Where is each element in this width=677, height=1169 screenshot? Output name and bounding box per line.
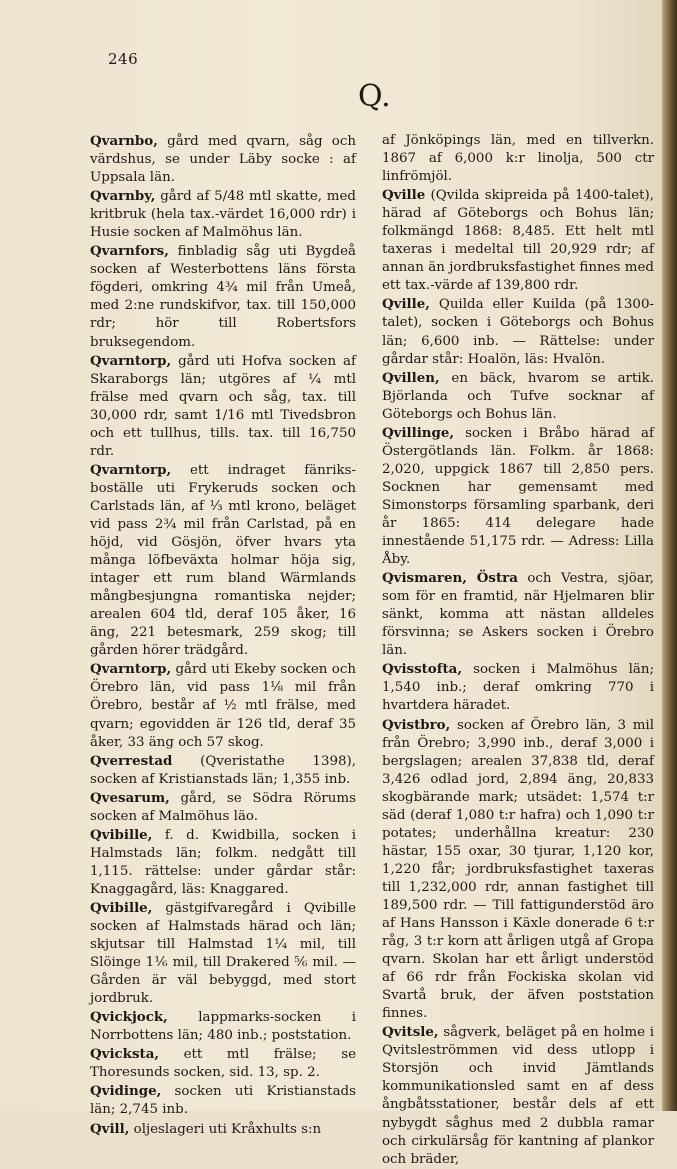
entry-text: socken uti Kristianstads län; 2,745 inb.	[90, 1084, 356, 1118]
entry-text: gård med qvarn, såg och värdshus, se under Läby socke : af Uppsala län.	[90, 134, 356, 186]
dictionary-entry	[90, 242, 356, 351]
page-number: 246	[108, 50, 139, 68]
entry-headword: Qvismaren, Östra	[382, 570, 518, 587]
entry-text: gård, se Södra Rörums socken af Malmöhus läo.	[90, 790, 356, 824]
entry-headword: Qvesarum,	[90, 789, 170, 806]
entry-headword: Qvisstofta,	[382, 661, 463, 678]
entry-text: oljeslageri uti Kråxhults s:n	[129, 1121, 322, 1137]
entry-headword: Qvarnfors,	[90, 243, 169, 260]
dictionary-entry	[90, 461, 356, 661]
entry-headword: Qvistbro,	[382, 716, 451, 733]
dictionary-entry	[90, 789, 356, 826]
dictionary-entry	[90, 660, 356, 751]
entry-headword: Qville,	[382, 296, 430, 313]
dictionary-entry	[382, 369, 654, 424]
entry-headword: Qvicksta,	[90, 1046, 160, 1063]
page-edge	[662, 0, 677, 1111]
dictionary-entry	[90, 352, 356, 461]
left-column	[90, 132, 356, 1139]
entry-headword: Qvickjock,	[90, 1009, 168, 1026]
entry-headword: Qvarnby,	[90, 188, 156, 205]
entry-headword: Qvillinge,	[382, 424, 455, 441]
entry-headword: Qvarnbo,	[90, 133, 158, 149]
entry-text: (Qveristathe 1398), socken af Kristianstads län; 1,355 inb.	[90, 753, 356, 787]
entry-text: gård uti Ekeby socken och Örebro län, vid pass 1⅛ mil från Örebro, består af ½ mtl frälse, med qvarn; egovidden är 126 tld, deraf 35 åker, 33 äng och 57 skog.	[90, 662, 356, 750]
dictionary-entry	[382, 186, 654, 295]
entry-text: en bäck, hvarom se artik. Björlanda och Tufve socknar af Göteborgs och Bohus län.	[382, 370, 654, 422]
dictionary-entry	[382, 295, 654, 368]
right-column	[382, 132, 654, 1169]
entry-text: och Vestra, sjöar, som för en framtid, när Hjelmaren blir sänkt, komma att nästan alldeles försvinna; se Askers socken i Örebro län.	[382, 571, 655, 659]
entry-headword: Qvibille,	[90, 899, 153, 916]
entry-text: sågverk, beläget på en holme i Qvitsleströmmen vid dess utlopp i Storsjön och invid Jämtlands kommunikationsled samt en af dess ångbåtsstationer, består dels af ett nybygdt såghus med 2 dubbla ramar och cirkulärsåg för kantning af plankor och bräder,	[382, 1025, 654, 1167]
entry-text: (Qvilda skipreida på 1400-talet), härad af Göteborgs och Bohus län; folkmängd 1868: 8,485. Ett helt mtl taxeras i medeltal till 20,929 rdr; af annan än jordbruksfastighet finnes med ett tax.-värde af 139,800 rdr.	[382, 188, 654, 294]
dictionary-entry	[90, 132, 356, 187]
entry-headword: Qvidinge,	[90, 1083, 162, 1100]
dictionary-entry	[90, 1045, 356, 1082]
dictionary-entry	[90, 899, 356, 1008]
entry-headword: Qvill,	[90, 1120, 130, 1137]
entry-text: ett indraget fänriks-boställe uti Frykeruds socken och Carlstads län, af ⅓ mtl krono, beläget vid pass 2¾ mil från Carlstad, på en höjd, vid Gösjön, öfver hvars yta många löfbeväxta holmar höja sig, intager ett rum bland Wärmlands mångbesjungna romantiska nejder; arealen 604 tld, deraf 105 åker, 16 äng, 221 betesmark, 259 skog; till gården hörer trädgård.	[90, 462, 356, 659]
dictionary-entry	[90, 187, 356, 242]
entry-text: socken i Malmöhus län; 1,540 inb.; deraf omkring 770 i hvartdera häradet.	[382, 662, 654, 714]
entry-text: Quilda eller Kuilda (på 1300-talet), socken i Göteborgs och Bohus län; 6,600 inb. — Rättelse: under gårdar står: Hoalön, läs: Hvalön.	[382, 297, 654, 367]
entry-headword: Qvitsle,	[382, 1024, 439, 1041]
entry-text: socken i Bråbo härad af Östergötlands län. Folkm. år 1868: 2,020, uppgick 1867 till 2,850 pers. Socknen har gemensamt med Simonstorps församling sparbank, deri år 1865: 414 delegare hade innestående 51,175 rdr. — Adress: Lilla Åby.	[382, 425, 654, 568]
dictionary-entry	[90, 752, 356, 789]
entry-headword: Qvibille,	[90, 826, 153, 843]
entry-headword: Qvillen,	[382, 369, 440, 386]
entry-text: socken af Örebro län, 3 mil från Örebro; 3,990 inb., deraf 3,000 i bergslagen; arealen 37,838 tld, deraf 3,426 odlad jord, 2,894 äng, 20,833 skogbärande mark; utsädet: 1,574 t:r säd (deraf 1,080 t:r hafra) och 1,090 t:r potates; underhållna kreatur: 230 hästar, 155 oxar, 30 tjurar, 1,120 kor, 1,220 får; jordbruksfastighet taxeras till 1,232,000 rdr, annan fastighet till 189,500 rdr. — Till fattigunderstöd äro af Hans Hansson i Käxle donerade 6 t:r råg, 3 t:r korn att årligen utgå af Gropa qvarn. Skolan har ett årligt understöd af 66 rdr från Fockiska skolan vid Svartå bruk, der äfven poststation finnes.	[382, 717, 654, 1022]
entry-text: af Jönköpings län, med en tillverkn. 1867 af 6,000 k:r linolja, 500 ctr linfrömjöl.	[382, 133, 654, 185]
entry-text: gästgifvaregård i Qvibille socken af Halmstads härad och län; skjutsar till Halmstad 1¼ mil, till Slöinge 1⅙ mil, till Drakered ⅚ mil. — Gården är väl bebyggd, med stort jordbruk.	[90, 900, 356, 1007]
dictionary-entry	[90, 1120, 356, 1139]
entry-headword: Qville	[382, 187, 426, 204]
entry-text: lappmarks-socken i Norrbottens län; 480 inb.; poststation.	[90, 1010, 356, 1044]
dictionary-entry	[382, 424, 654, 569]
entry-text: f. d. Kwidbilla, socken i Halmstads län; folkm. nedgått till 1,115. rättelse: under gårdar står: Knaggagård, läs: Knaggared.	[90, 827, 356, 897]
dictionary-entry	[382, 660, 654, 715]
dictionary-entry	[90, 1008, 356, 1045]
section-letter: Q.	[358, 79, 391, 114]
entry-headword: Qvarntorp,	[90, 461, 172, 478]
entry-headword: Qverrestad	[90, 752, 173, 769]
dictionary-entry	[90, 826, 356, 899]
entry-headword: Qvarntorp,	[90, 352, 172, 369]
entry-text: gård uti Hofva socken af Skaraborgs län; utgöres af ¼ mtl frälse med qvarn och såg, tax. till 30,000 rdr, samt 1/16 mtl Tivedsbron och ett tullhus, tills. tax. till 16,750 rdr.	[90, 353, 356, 459]
dictionary-entry	[90, 1082, 356, 1119]
entry-text: gård af 5/48 mtl skatte, med kritbruk (hela tax.-värdet 16,000 rdr) i Husie socken af Malmöhus län.	[90, 189, 356, 241]
dictionary-entry	[382, 132, 654, 186]
entry-headword: Qvarntorp,	[90, 661, 172, 678]
entry-text: ett mtl frälse; se Thoresunds socken, sid. 13, sp. 2.	[90, 1047, 356, 1081]
dictionary-entry	[382, 716, 654, 1024]
dictionary-entry	[382, 569, 654, 660]
entry-text: finbladig såg uti Bygdeå socken af Westerbottens läns första fögderi, omkring 4¾ mil från Umeå, med 2:ne rundskifvor, tax. till 150,000 rdr; hör till Robertsfors bruksegendom.	[90, 244, 356, 350]
dictionary-entry	[382, 1023, 654, 1168]
